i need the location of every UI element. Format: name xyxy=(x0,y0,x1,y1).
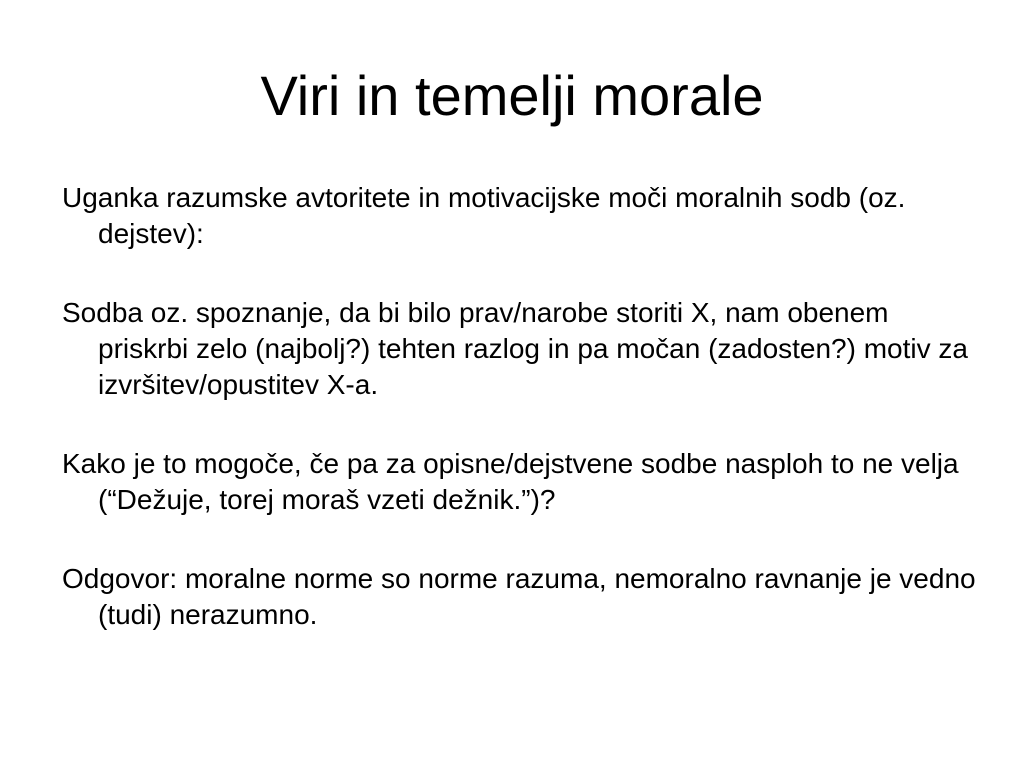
paragraph-judgment: Sodba oz. spoznanje, da bi bilo prav/narobe storiti X, nam obenem priskrbi zelo (najbolj?) tehten razlog in pa močan (zadosten?) motiv za izvršitev/opustitev X-a. xyxy=(62,297,968,400)
slide-body xyxy=(62,180,982,676)
slide-title: Viri in temelji morale xyxy=(260,64,764,127)
paragraph-question: Kako je to mogoče, če pa za opisne/dejstvene sodbe nasploh to ne velja (“Dežuje, torej moraš vzeti dežnik.”)? xyxy=(62,448,959,515)
paragraph-answer: Odgovor: moralne norme so norme razuma, nemoralno ravnanje je vedno (tudi) nerazumno. xyxy=(62,563,976,630)
paragraph-riddle: Uganka razumske avtoritete in motivacijske moči moralnih sodb (oz. dejstev): xyxy=(62,182,906,249)
